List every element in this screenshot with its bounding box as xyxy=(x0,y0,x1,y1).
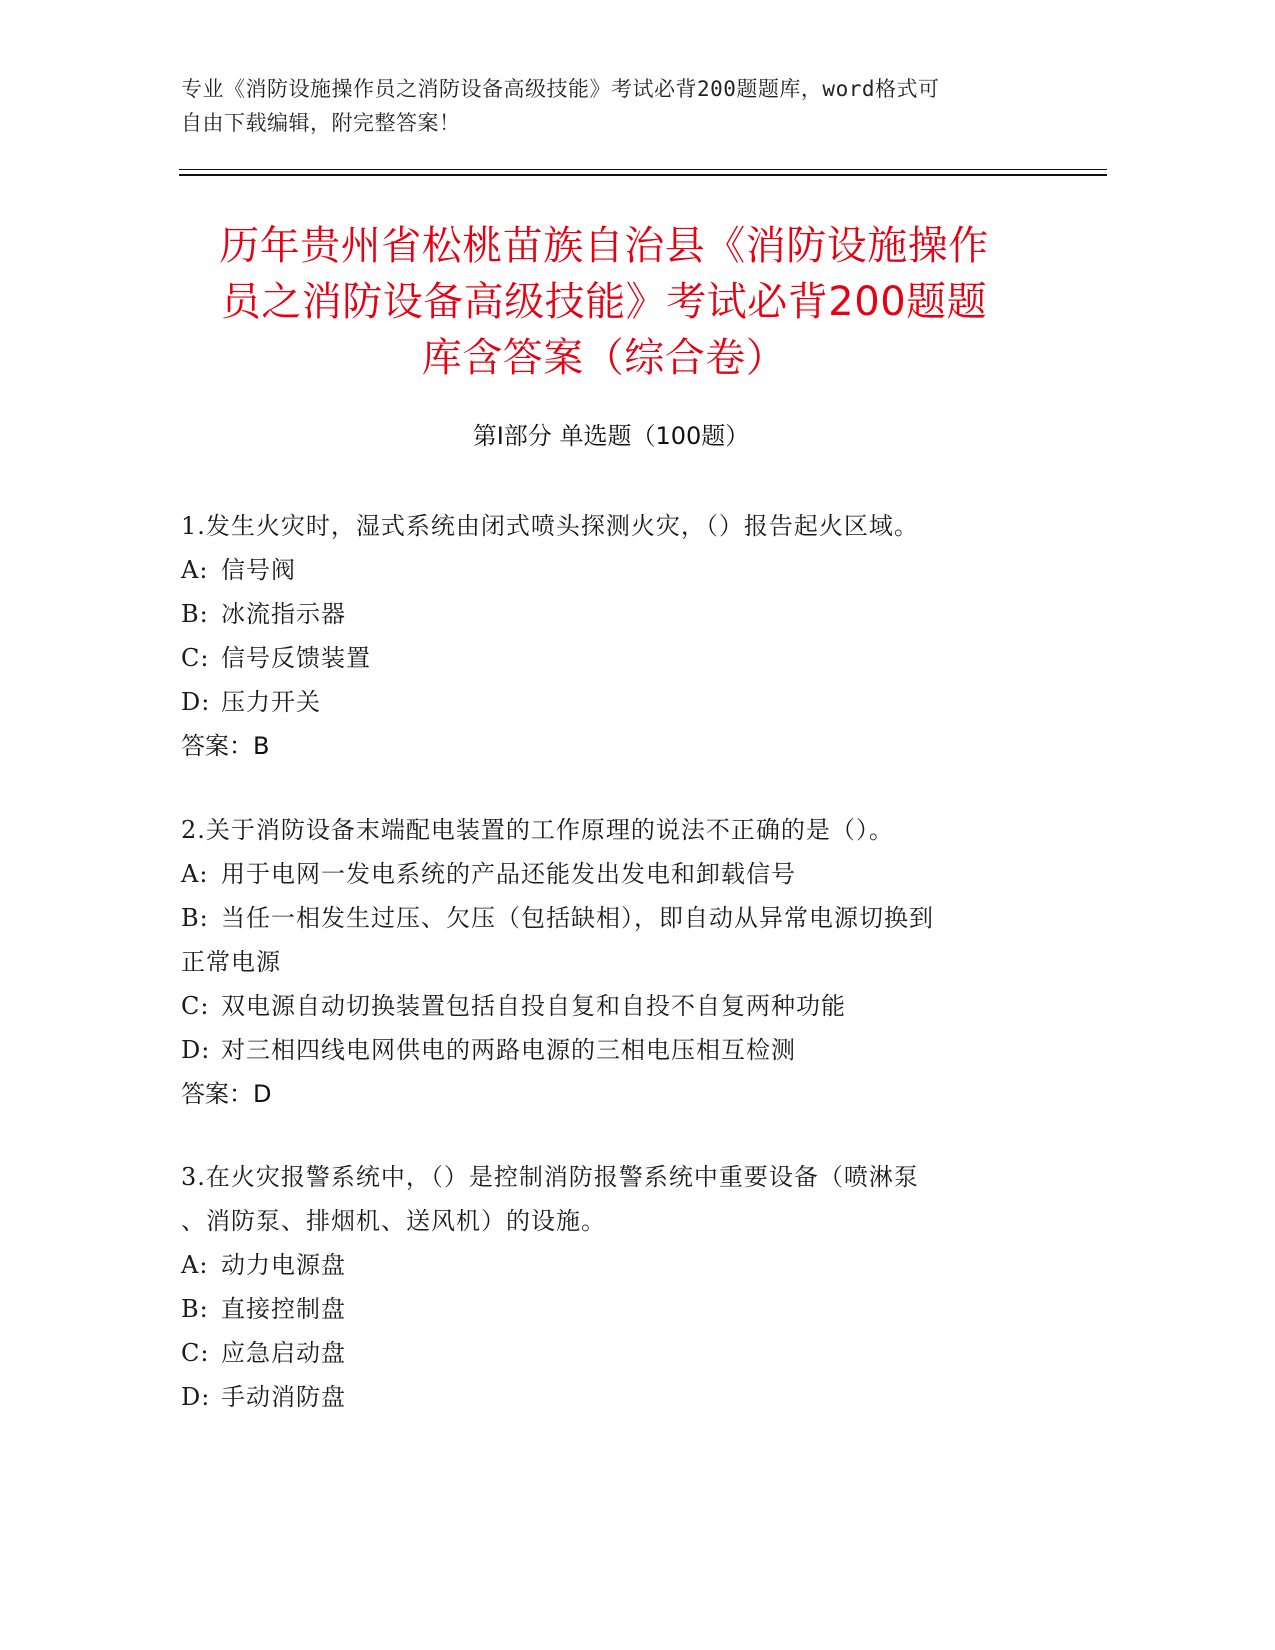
option-d xyxy=(181,1028,1041,1072)
option-c xyxy=(181,984,1041,1028)
option-d xyxy=(181,1375,1041,1419)
option-text: 当任一相发生过压、欠压（包括缺相），即自动从异常电源切换到 xyxy=(221,904,934,932)
option-text: 对三相四线电网供电的两路电源的三相电压相互检测 xyxy=(221,1036,796,1064)
option-b xyxy=(181,1287,1041,1331)
section-heading: 第Ⅰ部分 单选题（100题） xyxy=(472,422,750,450)
option-letter: D: xyxy=(181,688,211,716)
option-b xyxy=(181,592,1041,636)
option-text: 直接控制盘 xyxy=(221,1295,346,1323)
option-text: 应急启动盘 xyxy=(221,1339,346,1367)
option-b-continuation: 正常电源 xyxy=(181,948,281,976)
header-note-line: 专业《消防设施操作员之消防设备高级技能》考试必背200题题库，word格式可 xyxy=(181,77,940,101)
option-a xyxy=(181,1243,1041,1287)
option-letter: C: xyxy=(181,992,210,1020)
option-letter: C: xyxy=(181,1339,210,1367)
answer-line: 答案：D xyxy=(181,1080,272,1108)
title-line: 员之消防设备高级技能》考试必背200题题 xyxy=(220,279,988,325)
option-text: 信号反馈装置 xyxy=(221,644,371,672)
header-note-line: 自由下载编辑，附完整答案！ xyxy=(181,111,461,135)
option-text: 用于电网一发电系统的产品还能发出发电和卸载信号 xyxy=(221,860,796,888)
question-stem: 3.在火灾报警系统中，（）是控制消防报警系统中重要设备（喷淋泵 xyxy=(181,1163,919,1191)
option-c xyxy=(181,1331,1041,1375)
option-letter: C: xyxy=(181,644,210,672)
question-stem: 2.关于消防设备末端配电装置的工作原理的说法不正确的是（）。 xyxy=(181,816,894,844)
question-stem: 1.发生火灾时，湿式系统由闭式喷头探测火灾，（）报告起火区域。 xyxy=(181,512,919,540)
option-a xyxy=(181,548,1041,592)
option-d xyxy=(181,680,1041,724)
option-letter: D: xyxy=(181,1036,211,1064)
option-text: 动力电源盘 xyxy=(221,1251,346,1279)
question-stem: 、消防泵、排烟机、送风机）的设施。 xyxy=(181,1207,606,1235)
answer-line: 答案：B xyxy=(181,732,270,760)
option-letter: B: xyxy=(181,600,209,628)
option-c xyxy=(181,636,1041,680)
title-line: 历年贵州省松桃苗族自治县《消防设施操作 xyxy=(219,223,989,269)
option-text: 信号阀 xyxy=(221,556,296,584)
option-letter: B: xyxy=(181,1295,209,1323)
option-text: 压力开关 xyxy=(221,688,321,716)
question-block xyxy=(181,808,1041,1116)
header-note xyxy=(181,72,1041,140)
option-letter: A: xyxy=(181,860,209,888)
option-a xyxy=(181,852,1041,896)
question-block xyxy=(181,1155,1041,1419)
option-letter: D: xyxy=(181,1383,211,1411)
option-text: 手动消防盘 xyxy=(221,1383,346,1411)
document-title xyxy=(170,218,1038,386)
option-letter: A: xyxy=(181,556,209,584)
header-divider-thin xyxy=(179,169,1107,170)
option-text: 双电源自动切换装置包括自投自复和自投不自复两种功能 xyxy=(221,992,846,1020)
option-letter: B: xyxy=(181,904,209,932)
question-block xyxy=(181,504,1041,768)
option-text: 冰流指示器 xyxy=(221,600,346,628)
header-divider-thick xyxy=(179,174,1107,176)
title-line: 库含答案（综合卷） xyxy=(421,335,787,381)
option-b xyxy=(181,896,1041,940)
option-letter: A: xyxy=(181,1251,209,1279)
